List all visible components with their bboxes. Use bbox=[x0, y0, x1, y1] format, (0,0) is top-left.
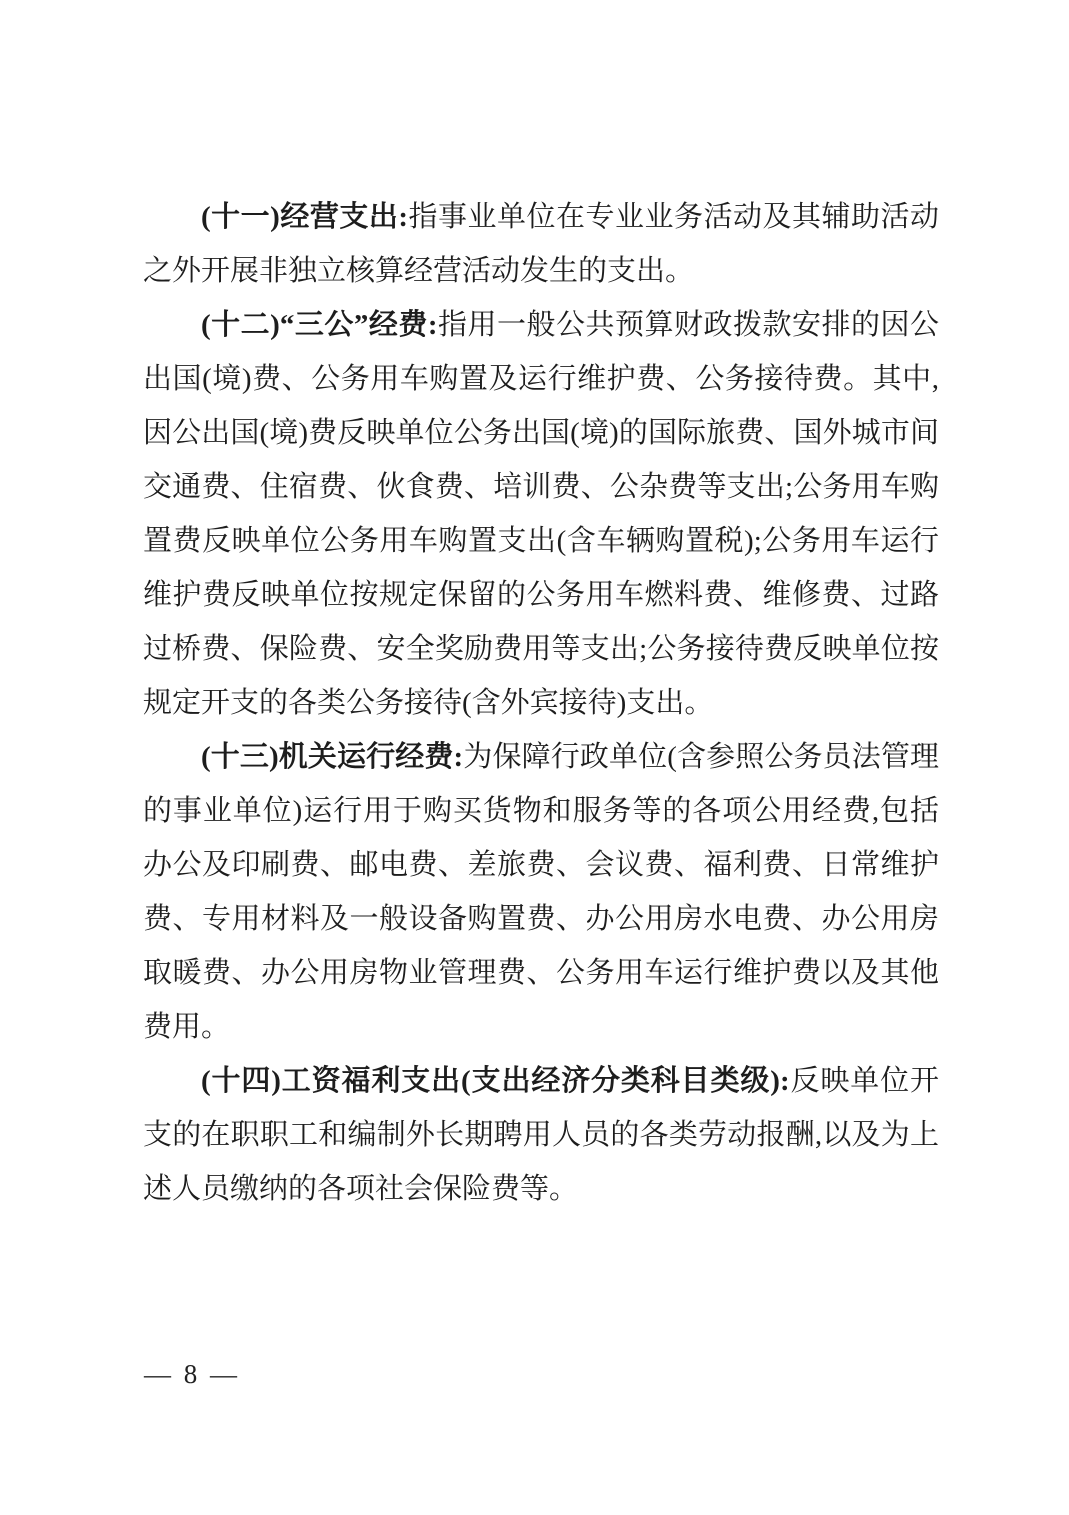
paragraph-item-14 bbox=[143, 1054, 939, 1216]
paragraph-item-13 bbox=[143, 730, 939, 1054]
paragraph-item-12 bbox=[143, 298, 939, 730]
paragraph-text: 指事业单位在专业业务活动及其辅助活动之外开展非独立核算经营活动发生的支出。 bbox=[143, 201, 939, 287]
page-number: — 8 — bbox=[144, 1359, 240, 1389]
paragraph-lead: (十三)机关运行经费: bbox=[201, 741, 464, 773]
paragraph-text: 反映单位开支的在职职工和编制外长期聘用人员的各类劳动报酬,以及为上述人员缴纳的各项社会保险费等。 bbox=[143, 1065, 939, 1205]
paragraph-text: 为保障行政单位(含参照公务员法管理的事业单位)运行用于购买货物和服务等的各项公用经费,包括办公及印刷费、邮电费、差旅费、会议费、福利费、日常维护费、专用材料及一般设备购置费、办公用房水电费、办公用房取暖费、办公用房物业管理费、公务用车运行维护费以及其他费用。 bbox=[143, 741, 939, 1043]
paragraph-lead: (十四)工资福利支出(支出经济分类科目类级): bbox=[201, 1065, 790, 1097]
paragraph-lead: (十一)经营支出: bbox=[201, 201, 408, 233]
paragraph-item-11 bbox=[143, 190, 939, 298]
paragraph-text: 指用一般公共预算财政拨款安排的因公出国(境)费、公务用车购置及运行维护费、公务接待费。其中,因公出国(境)费反映单位公务出国(境)的国际旅费、国外城市间交通费、住宿费、伙食费、培训费、公杂费等支出;公务用车购置费反映单位公务用车购置支出(含车辆购置税);公务用车运行维护费反映单位按规定保留的公务用车燃料费、维修费、过路过桥费、保险费、安全奖励费用等支出;公务接待费反映单位按规定开支的各类公务接待(含外宾接待)支出。 bbox=[143, 309, 939, 719]
paragraph-lead: (十二)“三公”经费: bbox=[201, 309, 438, 341]
document-body bbox=[143, 190, 939, 1216]
